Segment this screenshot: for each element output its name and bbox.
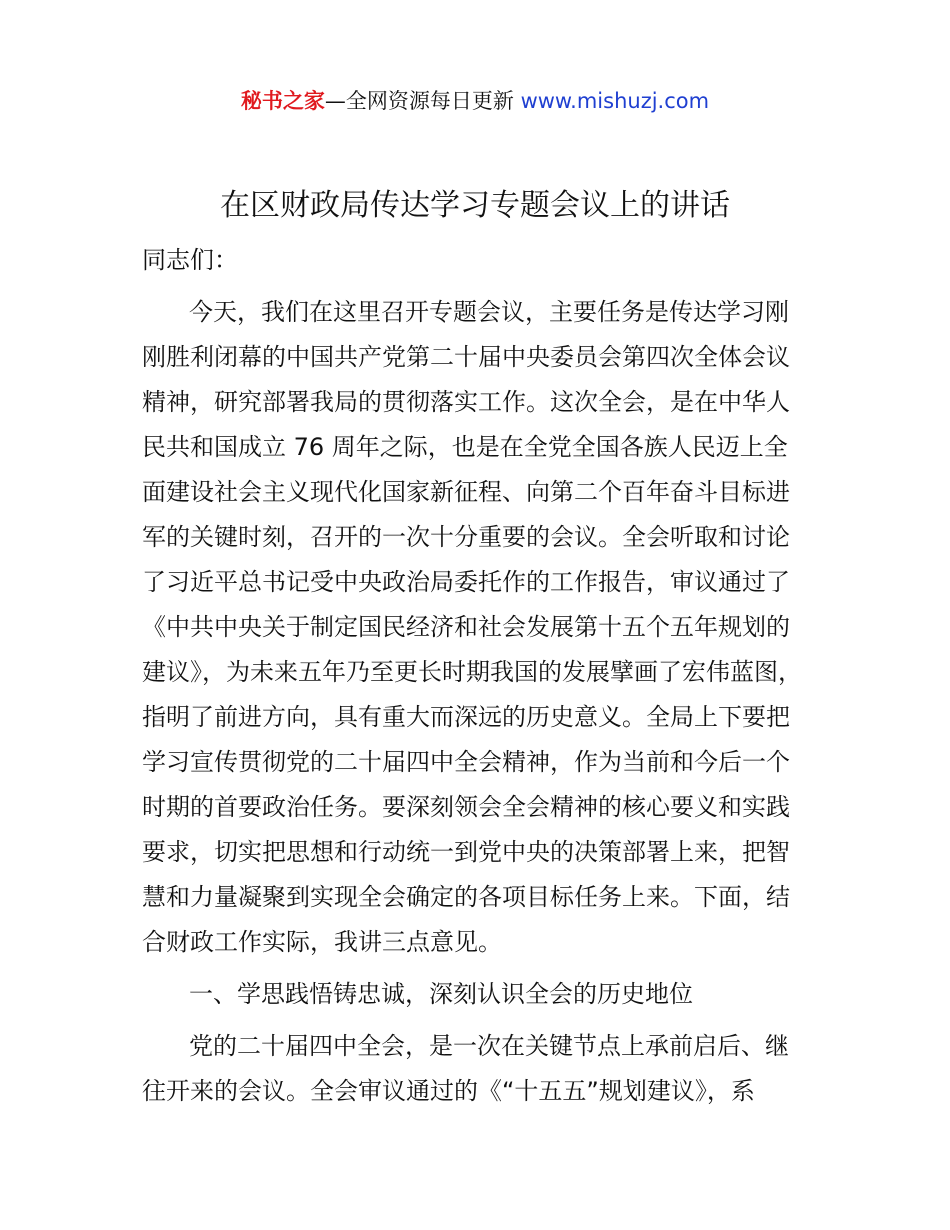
site-brand: 秘书之家	[240, 89, 325, 113]
paragraph-line: 要求，切实把思想和行动统一到党中央的决策部署上来，把智	[142, 838, 790, 866]
paragraph-line: 慧和力量凝聚到实现全会确定的各项目标任务上来。下面，结	[142, 883, 790, 911]
section-heading: 一、学思践悟铸忠诚，深刻认识全会的历史地位	[189, 980, 693, 1008]
site-header	[0, 86, 950, 116]
salutation: 同志们：	[142, 246, 238, 274]
paragraph-line: 合财政工作实际，我讲三点意见。	[142, 928, 502, 956]
paragraph-line: 民共和国成立 76 周年之际，也是在全党全国各族人民迈上全	[142, 433, 788, 461]
paragraph-line: 精神，研究部署我局的贯彻落实工作。这次全会，是在中华人	[142, 388, 790, 416]
paragraph-line: 面建设社会主义现代化国家新征程、向第二个百年奋斗目标进	[142, 478, 790, 506]
paragraph-line: 党的二十届四中全会，是一次在关键节点上承前启后、继	[189, 1032, 789, 1060]
site-url-link[interactable]: www.mishuzj.com	[520, 89, 710, 113]
paragraph-line: 学习宣传贯彻党的二十届四中全会精神，作为当前和今后一个	[142, 748, 790, 776]
paragraph-line: 军的关键时刻，召开的一次十分重要的会议。全会听取和讨论	[142, 523, 790, 551]
paragraph-line: 今天，我们在这里召开专题会议，主要任务是传达学习刚	[189, 298, 789, 326]
paragraph-line: 时期的首要政治任务。要深刻领会全会精神的核心要义和实践	[142, 793, 790, 821]
paragraph-line: 刚胜利闭幕的中国共产党第二十届中央委员会第四次全体会议	[142, 343, 790, 371]
document-body	[142, 238, 832, 1114]
site-slogan: —全网资源每日更新	[324, 89, 521, 113]
paragraph-line: 建议》，为未来五年乃至更长时期我国的发展擘画了宏伟蓝图，	[142, 658, 802, 686]
paragraph-line: 指明了前进方向，具有重大而深远的历史意义。全局上下要把	[142, 703, 790, 731]
document-title: 在区财政局传达学习专题会议上的讲话	[220, 188, 730, 223]
paragraph-line: 《中共中央关于制定国民经济和社会发展第十五个五年规划的	[142, 613, 790, 641]
paragraph-line: 往开来的会议。全会审议通过的《“十五五”规划建议》，系	[142, 1077, 755, 1105]
paragraph-line: 了习近平总书记受中央政治局委托作的工作报告，审议通过了	[142, 568, 790, 596]
